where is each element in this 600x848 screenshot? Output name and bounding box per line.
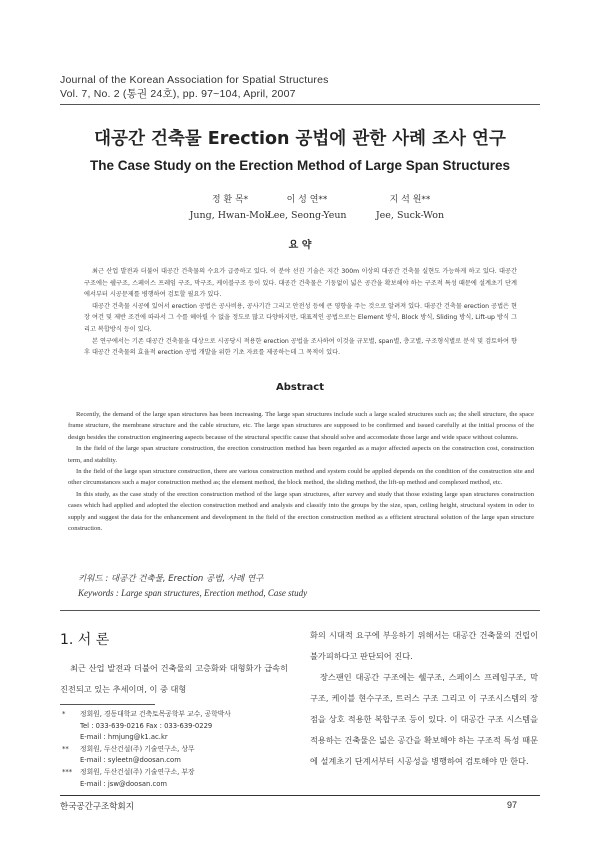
footnote-line: E-mail : hmjung@k1.ac.kr xyxy=(80,733,168,742)
author-3-english: Jee, Suck-Won xyxy=(375,210,445,221)
keywords-korean: 키워드 : 대공간 건축물, Erection 공법, 사례 연구 xyxy=(78,574,264,584)
footnote-line: 정회원, 두산건설(주) 기술연구소, 부장 xyxy=(80,767,195,776)
english-abstract-paragraph: In the field of the large span structure construction, there are various construction method and system could be applied depends on the condition of the construction site and other circumstances such a major construction method as; the element method, the block method, the sliding method, the lift-up method and complexed method, etc. xyxy=(68,468,534,487)
footnote-1 xyxy=(60,709,288,744)
author-1-english: Jung, Hwan-Mok xyxy=(189,210,271,221)
footnote-line: E-mail : jsw@doosan.com xyxy=(80,779,168,788)
english-abstract-paragraph: In this study, as the case study of the erection construction method of the large span structures, after survey and study that those existing large span structures construction cases which had applied and adopted the election construction method and analysis and classify into the groups by the size, span, ceiling height, structural system in oder to supply and suggest the data for the enhancement and development in the field of the erection construction method as a efficient structural solution of the large span structure construction. xyxy=(68,490,534,533)
footnote-2 xyxy=(60,744,288,767)
english-abstract-heading: Abstract xyxy=(275,382,325,393)
author-3 xyxy=(340,193,480,223)
intro-paragraph: 화의 시대적 요구에 부응하기 위해서는 대공간 건축물의 건립이 불가피하다고 판단되어 진다. xyxy=(310,630,538,661)
korean-abstract-heading: 요 약 xyxy=(288,240,312,251)
intro-paragraph: 장스팬인 대공간 구조에는 쉘구조, 스페이스 프레임구조, 막구조, 케이블 현수구조, 트러스 구조 그리고 이 구조시스템의 장점을 상호 적용한 복합구조 등이 있다. 이 대공간 구조 시스템을 적용하는 건축물은 넓은 공간을 확보해야 하는 구조적 특성 때문에 설계초기 단계서부터 시공성을 병행하여 검토해야 만 한다. xyxy=(310,672,538,766)
keywords-english: Keywords : Large span structures, Erection method, Case study xyxy=(78,588,308,598)
page-number: 97 xyxy=(507,800,518,810)
korean-abstract xyxy=(84,266,517,359)
header-rule xyxy=(60,104,540,105)
korean-abstract-paragraph: 최근 산업 발전과 더불어 대공간 건축물의 수요가 급증하고 있다. 이 분야 선진 기술은 지간 300m 이상의 대공간 건축물 실현도 가능하게 하고 있다. 대공간 구조에는 쉘구조, 스페이스 프레임 구조, 막구조, 케이블구조 등이 있다. 대공간 건축물은 기둥없이 넓은 공간을 확보해야 하는 구조적 특성 때문에 설계초기 단계에서부터 시공문제를 병행하여 검토할 필요가 있다. xyxy=(84,268,517,299)
footnote-mark: *** xyxy=(62,767,73,776)
footnote-line: 정회원, 경동대학교 건축토목공학부 교수, 공학박사 xyxy=(80,710,231,718)
intro-paragraph: 최근 산업 발전과 더불어 건축물의 고층화와 대형화가 급속히 진전되고 있는 추세이며, 이 중 대형 xyxy=(60,663,288,694)
english-abstract-paragraph: Recently, the demand of the large span structures has been increasing. The large span structures include such a large scaled structures such as; the shell structure, the space frame structure, the membrane structure and the cable structure, etc. The large span structures are supposed to be confirmed and issued carefully at the initial process of the design besides the construction engineering aspects because of the structural specific cause that should solve and accomodate those large and wide space without columns. xyxy=(68,411,534,441)
intro-right-column xyxy=(310,625,538,772)
korean-abstract-paragraph: 대공간 건축물 시공에 있어서 erection 공법은 공사비용, 공사기간 그리고 안전성 등에 큰 영향을 주는 것으로 알려져 있다. 대공간 건축물 erection 공법은 현장 여건 및 제반 조건에 따라서 그 수를 헤아릴 수 없을 정도로 많고 다양하지만, 대표적인 공법으로는 Element 방식, Block 방식, Sliding 방식, Lift-up 방식 그리고 복합방식 등이 있다. xyxy=(84,302,517,333)
journal-name: Journal of the Korean Association for Spatial Structures xyxy=(60,74,329,86)
section-heading-introduction: 1. 서 론 xyxy=(60,632,110,648)
author-footnotes xyxy=(60,709,288,790)
journal-header xyxy=(60,73,329,101)
korean-abstract-paragraph: 본 연구에서는 기존 대공간 건축물을 대상으로 시공당시 적용한 erection 공법을 조사하여 이것을 규모별, span별, 층고별, 구조형식별로 분석 및 검토하여 향후 대공간 건축물의 효율적 erection 공법 개발을 위한 기초 자료를 제공하는데 그 목적이 있다. xyxy=(84,337,517,357)
footnote-rule xyxy=(60,704,155,705)
english-abstract-paragraph: In the field of the large span structure construction, the erection construction method has been regarded as a major affected aspects on the construction cost, construction term, and stability. xyxy=(68,445,534,464)
footnote-mark: * xyxy=(62,710,66,718)
title-english: The Case Study on the Erection Method of Large Span Structures xyxy=(89,158,511,173)
keywords-rule xyxy=(60,610,540,611)
author-2-korean: 이 성 연** xyxy=(286,195,328,205)
footnote-3 xyxy=(60,767,288,790)
journal-volume: Vol. 7, No. 2 (통권 24호), pp. 97~104, April, 2007 xyxy=(60,88,296,100)
title-korean: 대공간 건축물 Erection 공법에 관한 사례 조사 연구 xyxy=(94,129,506,149)
footer-rule xyxy=(60,795,540,796)
footer-journal-name: 한국공간구조학회지 xyxy=(60,802,134,812)
footnote-mark: ** xyxy=(62,744,69,753)
footnote-line: E-mail : syleetn@doosan.com xyxy=(80,756,181,765)
footnote-line: 정회원, 두산건설(주) 기술연구소, 상무 xyxy=(80,744,195,753)
intro-left-column xyxy=(60,658,288,700)
author-1-korean: 정 환 목* xyxy=(211,195,249,205)
footnote-line: Tel : 033-639-0216 Fax : 033-639-0229 xyxy=(80,721,213,730)
english-abstract xyxy=(68,409,534,534)
author-3-korean: 지 석 원** xyxy=(389,195,431,205)
author-2-english: Lee, Seong-Yeun xyxy=(267,210,347,221)
